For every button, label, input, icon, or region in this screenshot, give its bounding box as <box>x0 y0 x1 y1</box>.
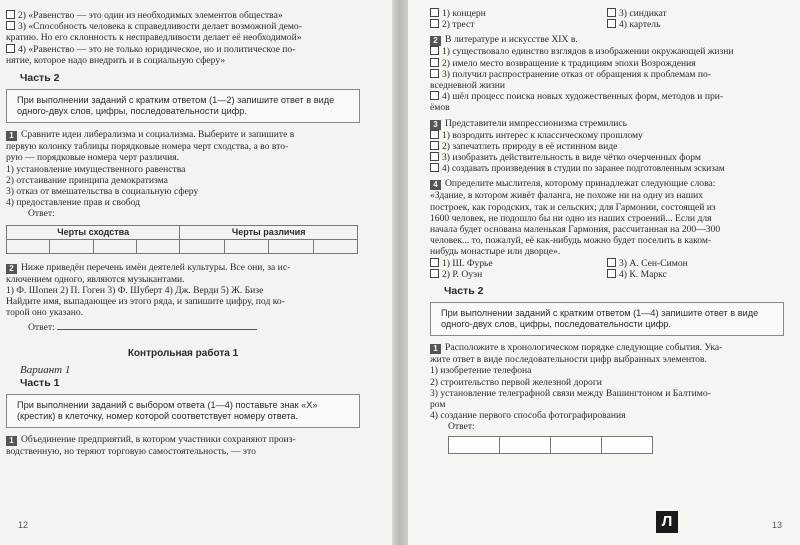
checkbox[interactable] <box>430 141 439 150</box>
test-title: Контрольная работа 1 <box>127 347 239 359</box>
question-5: 1 Расположите в хронологическом порядке следующие события. Ука- жите ответ в виде последовательности цифр выбранных элементов. 1) изобретение телефона 2) строительство первой железной дороги 3) установление телеграфной связи между Вашингтоном и Балтимо- ром 4) создание первого способа фотографирования Ответ: <box>430 342 784 453</box>
option-line[interactable]: 4) К. Маркс <box>607 269 784 280</box>
checkbox[interactable] <box>430 269 439 278</box>
checkbox[interactable] <box>6 44 15 53</box>
question-4: 4 Определите мыслителя, которому принадлежат следующие слова: «Здание, в котором живёт фаланга, не похоже ни на одну из наших построек, как городских, так и сельских; для Гармонии, состоящей из 1600 человек, не подошло бы ни одно из наших строений... Если для начала будет основана маленькая Гармония, рассчитанная на 200—300 человек... то, пожалуй, её как-нибудь можно будет поселить в каком- нибудь монастыре или дворце». 1) Ш. Фурье 3) А. Сен-Симон 2) Р. Оуэн 4) К. Маркс <box>430 178 784 280</box>
question-number: 1 <box>430 344 441 354</box>
checkbox[interactable] <box>430 69 439 78</box>
answer-cell[interactable] <box>224 239 268 253</box>
answer-cell[interactable] <box>313 239 357 253</box>
option-line[interactable]: 1) существовало единство взглядов в изображении окружающей жизни <box>430 46 784 57</box>
answer-table <box>6 225 358 254</box>
book-gutter <box>392 0 408 545</box>
option-line[interactable]: 3) изобразить действительность в виде чётко очерченных форм <box>430 152 784 163</box>
options-row <box>430 269 784 280</box>
option-line[interactable]: 4) шёл процесс поиска новых художественных форм, методов и при- <box>430 91 784 102</box>
checkbox[interactable] <box>430 46 439 55</box>
option-line[interactable]: 2) «Равенство — это один из необходимых элементов общества» <box>6 10 360 21</box>
table-header-similarities: Черты сходства <box>7 225 180 239</box>
option-line-continued: кратию. Но его склонность к несправедливости делает её необходимой» <box>6 32 302 44</box>
option-line[interactable]: 2) Р. Оуэн <box>430 269 607 280</box>
checkbox[interactable] <box>430 130 439 139</box>
options-row <box>430 258 784 269</box>
table-header-differences: Черты различия <box>180 225 358 239</box>
checkbox[interactable] <box>607 258 616 267</box>
checkbox[interactable] <box>430 58 439 67</box>
checkbox[interactable] <box>6 21 15 30</box>
checkbox[interactable] <box>430 91 439 100</box>
option-line[interactable]: 1) возродить интерес к классическому прошлому <box>430 130 784 141</box>
part2-instruction: При выполнении заданий с кратким ответом (1—4) запишите ответ в виде одного-двух слов, цифры, последовательности цифр. <box>430 302 784 336</box>
page-number-right: 13 <box>771 519 782 530</box>
option-line[interactable]: 2) имело место возвращение к традициям эпохи Возрождения <box>430 58 784 69</box>
answer-line[interactable] <box>57 329 257 330</box>
answer-cell[interactable] <box>180 239 224 253</box>
option-line[interactable]: 3) синдикат <box>607 8 784 19</box>
question-number: 3 <box>430 120 441 130</box>
right-column <box>430 8 784 454</box>
checkbox[interactable] <box>430 258 439 267</box>
option-line[interactable]: 4) создавать произведения в студии по заранее подготовленным эскизам <box>430 163 784 174</box>
left-column <box>6 10 360 457</box>
option-line-continued: нятие, которое надо внедрить и в социальную сферу» <box>6 54 226 66</box>
option-line[interactable]: 4) картель <box>607 19 784 30</box>
part1-heading: Часть 1 <box>20 377 60 390</box>
options-row <box>430 19 784 30</box>
answer-cell[interactable] <box>448 436 500 454</box>
question-2: 2 В литературе и искусстве XIX в. 1) существовало единство взглядов в изображении окружающей жизни 2) имело место возвращение к традициям эпохи Возрождения 3) получил распространение отказ от обращения к проблемам по- вседневной жизни 4) шёл процесс поиска новых художественных форм, методов и при- ёмов <box>430 34 784 113</box>
checkbox[interactable] <box>430 8 439 17</box>
question-number: 1 <box>6 436 17 446</box>
variant-label: Вариант 1 <box>20 363 71 376</box>
checkbox[interactable] <box>607 269 616 278</box>
checkbox[interactable] <box>6 10 15 19</box>
answer-cell[interactable] <box>550 436 602 454</box>
option-line[interactable]: 3) А. Сен-Симон <box>607 258 784 269</box>
option-line[interactable]: 4) «Равенство — это не только юридическое, но и политическое по- <box>6 44 360 55</box>
checkbox[interactable] <box>430 152 439 161</box>
left-top-items <box>6 10 360 66</box>
right-page <box>408 0 800 545</box>
checkbox[interactable] <box>430 19 439 28</box>
part2-instruction: При выполнении заданий с кратким ответом (1—2) запишите ответ в виде одного-двух слов, цифры, последовательности цифр. <box>6 89 360 123</box>
answer-label: Ответ: <box>28 322 55 334</box>
page-number-left: 12 <box>18 519 29 530</box>
option-line[interactable]: 2) трест <box>430 19 607 30</box>
left-page <box>0 0 392 545</box>
part2-heading: Часть 2 <box>444 285 484 298</box>
part1-instruction: При выполнении заданий с выбором ответа (1—4) поставьте знак «X» (крестик) в клеточку, номер которой соответствует номеру ответа. <box>6 394 360 428</box>
question-number: 4 <box>430 180 441 190</box>
option-line[interactable]: 1) Ш. Фурье <box>430 258 607 269</box>
answer-cell[interactable] <box>93 239 136 253</box>
option-line[interactable]: 3) «Способность человека к справедливости делает возможной демо- <box>6 21 360 32</box>
option-line[interactable]: 1) концерн <box>430 8 607 19</box>
answer-label: Ответ: <box>448 421 475 433</box>
option-line[interactable]: 2) запечатлеть природу в её истинном виде <box>430 141 784 152</box>
checkbox[interactable] <box>607 8 616 17</box>
answer-cell[interactable] <box>601 436 653 454</box>
publisher-logo: Л <box>656 511 678 533</box>
question-2: 2 Ниже приведён перечень имён деятелей культуры. Все они, за ис- ключением одного, являются музыкантами. 1) Ф. Шопен 2) П. Гоген 3) Ф. Шуберт 4) Дж. Верди 5) Ж. Бизе Найдите имя, выпадающее из этого ряда, и запишите цифру, под ко- торой оно указано. Ответ: <box>6 261 291 334</box>
option-line[interactable]: 3) получил распространение отказ от обращения к проблемам по- <box>430 69 784 80</box>
answer-cell[interactable] <box>499 436 551 454</box>
checkbox[interactable] <box>607 19 616 28</box>
part2-heading: Часть 2 <box>20 72 60 85</box>
answer-cell[interactable] <box>50 239 93 253</box>
answer-cell[interactable] <box>7 239 50 253</box>
question-number: 1 <box>6 131 17 141</box>
question-number: 2 <box>6 264 17 274</box>
answer-cell[interactable] <box>269 239 313 253</box>
question-number: 2 <box>430 36 441 46</box>
answer-cells <box>448 436 784 454</box>
options-row <box>430 8 784 19</box>
question-3: 3 Представители импрессионизма стремились 1) возродить интерес к классическому прошлому 2) запечатлеть природу в её истинном виде 3) изобразить действительность в виде чётко очерченных форм 4) создавать произведения в студии по заранее подготовленным эскизам <box>430 118 784 175</box>
answer-label: Ответ: <box>28 208 55 220</box>
checkbox[interactable] <box>430 163 439 172</box>
question-1: 1 Сравните идеи либерализма и социализма. Выберите и запишите в первую колонку таблицы порядковые номера черт сходства, а во вто- рую — порядковые номера черт различия. 1) установление имущественного равенства 2) отстаивание принципа демократизма 3) отказ от вмешательства в социальную сферу 4) предоставление прав и свобод Ответ: Черты сходства Черты различия <box>6 129 360 253</box>
answer-cell[interactable] <box>136 239 179 253</box>
question-3: 1 Объединение предприятий, в котором участники сохраняют произ- водственную, но теряют торговую самостоятельность, — это <box>6 434 296 458</box>
